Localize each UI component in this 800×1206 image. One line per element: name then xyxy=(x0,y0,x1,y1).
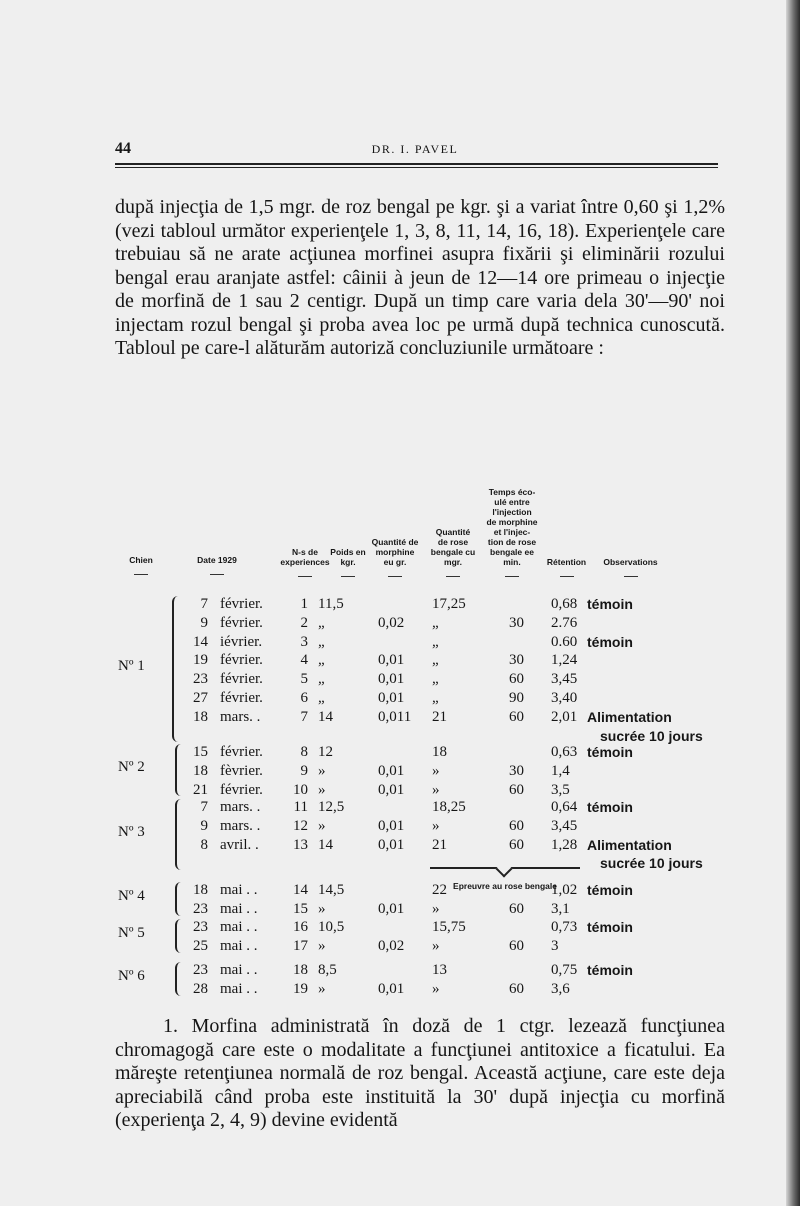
cell-day: 27 xyxy=(193,690,208,706)
cell-ret: 3,40 xyxy=(551,690,578,706)
column-header-ret: Rétention xyxy=(546,557,587,567)
column-header-min: Temps éco- ulé entre l'injection de morphine et l'injec- tion de rose bengale ee min. xyxy=(486,487,538,567)
cell-obs: Alimentation xyxy=(587,708,672,725)
cell-exp: 4 xyxy=(300,652,308,669)
dog-group-brace xyxy=(175,744,185,796)
column-header-dash xyxy=(388,576,402,577)
cell-month: mars. . xyxy=(220,708,261,725)
cell-obs: témoin xyxy=(587,633,633,650)
cell-qty: 21 xyxy=(432,836,447,853)
cell-min: 60 xyxy=(509,781,524,798)
cell-morph: 0,01 xyxy=(378,690,405,706)
cell-exp: 7 xyxy=(300,708,308,725)
cell-obs-continued: sucrée 10 jours xyxy=(600,855,703,872)
running-header xyxy=(115,140,715,162)
cell-month: mai . . xyxy=(220,882,258,898)
column-header-chien: Chien xyxy=(129,555,153,565)
dog-label: Nº 4 xyxy=(118,887,145,904)
cell-exp: 15 xyxy=(293,900,308,917)
cell-qty: „ xyxy=(432,652,439,669)
cell-ret: 0,63 xyxy=(551,744,578,760)
cell-morph: 0,02 xyxy=(378,937,405,954)
cell-exp: 10 xyxy=(293,781,308,798)
cell-day: 23 xyxy=(193,671,208,688)
cell-weight: 14 xyxy=(318,708,333,725)
cell-month: mai . . xyxy=(220,900,258,917)
cell-ret: 1,4 xyxy=(551,762,570,779)
cell-morph: 0,01 xyxy=(378,836,405,853)
cell-exp: 16 xyxy=(293,919,308,935)
cell-qty: 13 xyxy=(432,962,447,978)
cell-day: 8 xyxy=(200,836,208,853)
column-header-date: Date 1929 xyxy=(197,555,237,565)
page-number: 44 xyxy=(115,140,131,157)
cell-obs: témoin xyxy=(587,962,633,978)
dog-label: Nº 5 xyxy=(118,924,145,941)
dog-label: Nº 6 xyxy=(118,967,145,984)
dog-group-brace xyxy=(175,919,185,953)
cell-qty: „ xyxy=(432,671,439,688)
dog-group-brace xyxy=(172,596,182,742)
cell-exp: 9 xyxy=(300,762,308,779)
cell-ret: 3 xyxy=(551,937,559,954)
cell-month: février. xyxy=(220,671,263,688)
cell-ret: 0,68 xyxy=(551,596,578,612)
cell-qty: 15,75 xyxy=(432,919,466,935)
cell-min: 60 xyxy=(509,708,524,725)
cell-weight: „ xyxy=(318,614,325,631)
cell-weight: 11,5 xyxy=(318,596,344,612)
cell-ret: 3,45 xyxy=(551,817,578,834)
cell-morph: 0,011 xyxy=(378,708,412,725)
body-paragraph-conclusion: 1. Morfina administrată în doză de 1 ctgr. lezează funcţiunea chromagogă care este o modalitate a funcţiunei antitoxice a ficatului. Ea măreşte retenţiunea normală de roz bengal. Această acţiune, care este deja apreciabilă când proba este instituită la 30' după injecţia cu morfină (experienţa 2, 4, 9) devine evidentă xyxy=(115,1015,725,1131)
cell-day: 7 xyxy=(200,596,208,612)
group-header-brace xyxy=(430,867,580,879)
cell-ret: 1,24 xyxy=(551,652,578,669)
cell-month: février. xyxy=(220,614,263,631)
cell-morph: 0,01 xyxy=(378,980,405,997)
running-author: DR. I. PAVEL xyxy=(371,142,459,156)
cell-qty: 22 xyxy=(432,882,447,898)
cell-ret: 3,1 xyxy=(551,900,570,917)
group-header: Epreuvre au rose bengale xyxy=(453,881,557,891)
cell-obs: témoin xyxy=(587,799,633,815)
cell-obs: Alimentation xyxy=(587,836,672,853)
cell-morph: 0,01 xyxy=(378,817,405,834)
cell-obs-continued: sucrée 10 jours xyxy=(600,727,703,744)
cell-min: 30 xyxy=(509,652,524,669)
cell-morph: 0,01 xyxy=(378,762,405,779)
cell-qty: » xyxy=(432,937,440,954)
column-header-morph: Quantité de morphine eu gr. xyxy=(371,537,419,567)
cell-qty: 17,25 xyxy=(432,596,466,612)
cell-exp: 5 xyxy=(300,671,308,688)
cell-exp: 1 xyxy=(300,596,308,612)
cell-day: 15 xyxy=(193,744,208,760)
cell-min: 60 xyxy=(509,836,524,853)
body-paragraph-intro: după injecţia de 1,5 mgr. de roz bengal pe kgr. şi a variat între 0,60 şi 1,2% (vezi tabloul următor experienţele 1, 3, 8, 11, 14, 16, 18). Experienţele care trebuiau să ne arate acţiunea morfinei asupra fixării şi eliminării rozului bengal erau aranjate astfel: câinii à jeun de 12—14 ore primeau o injecţie de morfină de 1 sau 2 centigr. După un timp care varia dela 30'—90' noi injectam rozul bengal şi proba avea loc pe urmă după technica cunoscută. Tabloul pe care-l alăturăm autoriză concluziunile următoare : xyxy=(115,196,725,359)
cell-weight: 8,5 xyxy=(318,962,337,978)
cell-month: fèvrier. xyxy=(220,762,263,779)
cell-exp: 17 xyxy=(293,937,308,954)
dog-label: Nº 1 xyxy=(118,658,145,675)
cell-ret: 2.76 xyxy=(551,614,578,631)
cell-day: 18 xyxy=(193,708,208,725)
cell-month: mars. . xyxy=(220,817,261,834)
cell-morph: 0,01 xyxy=(378,781,405,798)
cell-qty: „ xyxy=(432,633,439,650)
cell-min: 60 xyxy=(509,817,524,834)
cell-month: iévrier. xyxy=(220,633,263,650)
dog-group-brace xyxy=(175,962,185,996)
dog-group-brace xyxy=(175,882,185,916)
cell-obs: témoin xyxy=(587,919,633,935)
cell-month: février. xyxy=(220,744,263,760)
cell-ret: 0,75 xyxy=(551,962,578,978)
cell-exp: 2 xyxy=(300,614,308,631)
cell-qty: » xyxy=(432,980,440,997)
dog-group-brace xyxy=(175,799,185,870)
cell-ret: 3,45 xyxy=(551,671,578,688)
column-header-dash xyxy=(560,576,574,577)
cell-exp: 13 xyxy=(293,836,308,853)
cell-month: février. xyxy=(220,596,263,612)
cell-month: mai . . xyxy=(220,937,258,954)
cell-exp: 18 xyxy=(293,962,308,978)
cell-day: 18 xyxy=(193,882,208,898)
column-header-dash xyxy=(446,576,460,577)
cell-day: 23 xyxy=(193,919,208,935)
cell-qty: » xyxy=(432,900,440,917)
cell-obs: témoin xyxy=(587,744,633,760)
dog-label: Nº 3 xyxy=(118,823,145,840)
cell-qty: „ xyxy=(432,690,439,706)
column-header-weight: Poids en kgr. xyxy=(330,547,366,567)
cell-ret: 1,02 xyxy=(551,882,578,898)
cell-month: février. xyxy=(220,690,263,706)
cell-exp: 14 xyxy=(293,882,308,898)
cell-qty: » xyxy=(432,781,440,798)
header-rule xyxy=(115,163,718,165)
cell-qty: » xyxy=(432,762,440,779)
column-header-dash xyxy=(298,576,312,577)
cell-day: 9 xyxy=(200,614,208,631)
cell-qty: » xyxy=(432,817,440,834)
cell-weight: 12,5 xyxy=(318,799,345,815)
cell-exp: 6 xyxy=(300,690,308,706)
cell-month: février. xyxy=(220,781,263,798)
cell-month: mai . . xyxy=(220,919,258,935)
cell-day: 23 xyxy=(193,962,208,978)
cell-day: 19 xyxy=(193,652,208,669)
column-header-dash xyxy=(624,576,638,577)
cell-day: 14 xyxy=(193,633,208,650)
cell-day: 9 xyxy=(200,817,208,834)
cell-weight: 10,5 xyxy=(318,919,345,935)
cell-ret: 0,73 xyxy=(551,919,578,935)
cell-day: 7 xyxy=(200,799,208,815)
cell-month: mai . . xyxy=(220,962,258,978)
cell-ret: 2,01 xyxy=(551,708,578,725)
column-header-qty: Quantité de rose bengale cu mgr. xyxy=(430,527,476,567)
cell-min: 30 xyxy=(509,762,524,779)
header-rule-thin xyxy=(115,167,718,168)
cell-ret: 3,6 xyxy=(551,980,570,997)
column-header-obs: Observations xyxy=(603,557,658,567)
cell-day: 21 xyxy=(193,781,208,798)
cell-weight: » xyxy=(318,980,326,997)
cell-exp: 19 xyxy=(293,980,308,997)
cell-min: 60 xyxy=(509,937,524,954)
cell-month: avril. . xyxy=(220,836,259,853)
cell-exp: 12 xyxy=(293,817,308,834)
cell-ret: 0.60 xyxy=(551,633,578,650)
dog-label: Nº 2 xyxy=(118,759,145,776)
cell-weight: 12 xyxy=(318,744,333,760)
cell-month: mars. . xyxy=(220,799,261,815)
cell-month: février. xyxy=(220,652,263,669)
cell-morph: 0,01 xyxy=(378,652,405,669)
cell-qty: 21 xyxy=(432,708,447,725)
cell-day: 28 xyxy=(193,980,208,997)
cell-qty: 18 xyxy=(432,744,447,760)
cell-min: 60 xyxy=(509,671,524,688)
cell-weight: » xyxy=(318,937,326,954)
cell-weight: „ xyxy=(318,633,325,650)
cell-exp: 8 xyxy=(300,744,308,760)
cell-qty: 18,25 xyxy=(432,799,466,815)
cell-obs: témoin xyxy=(587,882,633,898)
cell-ret: 1,28 xyxy=(551,836,578,853)
cell-weight: » xyxy=(318,781,326,798)
cell-qty: „ xyxy=(432,614,439,631)
cell-exp: 11 xyxy=(293,799,308,815)
cell-weight: „ xyxy=(318,690,325,706)
column-header-dash xyxy=(505,576,519,577)
cell-morph: 0,01 xyxy=(378,900,405,917)
cell-weight: „ xyxy=(318,671,325,688)
cell-weight: „ xyxy=(318,652,325,669)
column-header-exp: N-s de experiences xyxy=(280,547,330,567)
cell-min: 60 xyxy=(509,900,524,917)
cell-min: 30 xyxy=(509,614,524,631)
cell-day: 23 xyxy=(193,900,208,917)
cell-weight: » xyxy=(318,900,326,917)
column-header-dash xyxy=(341,576,355,577)
cell-day: 25 xyxy=(193,937,208,954)
cell-month: mai . . xyxy=(220,980,258,997)
cell-min: 60 xyxy=(509,980,524,997)
cell-weight: » xyxy=(318,817,326,834)
cell-exp: 3 xyxy=(300,633,308,650)
cell-weight: 14 xyxy=(318,836,333,853)
cell-ret: 0,64 xyxy=(551,799,578,815)
cell-morph: 0,01 xyxy=(378,671,405,688)
cell-ret: 3,5 xyxy=(551,781,570,798)
column-header-dash xyxy=(210,574,224,575)
column-header-dash xyxy=(134,574,148,575)
cell-weight: » xyxy=(318,762,326,779)
cell-min: 90 xyxy=(509,690,524,706)
cell-day: 18 xyxy=(193,762,208,779)
cell-morph: 0,02 xyxy=(378,614,405,631)
cell-weight: 14,5 xyxy=(318,882,345,898)
cell-obs: témoin xyxy=(587,596,633,612)
